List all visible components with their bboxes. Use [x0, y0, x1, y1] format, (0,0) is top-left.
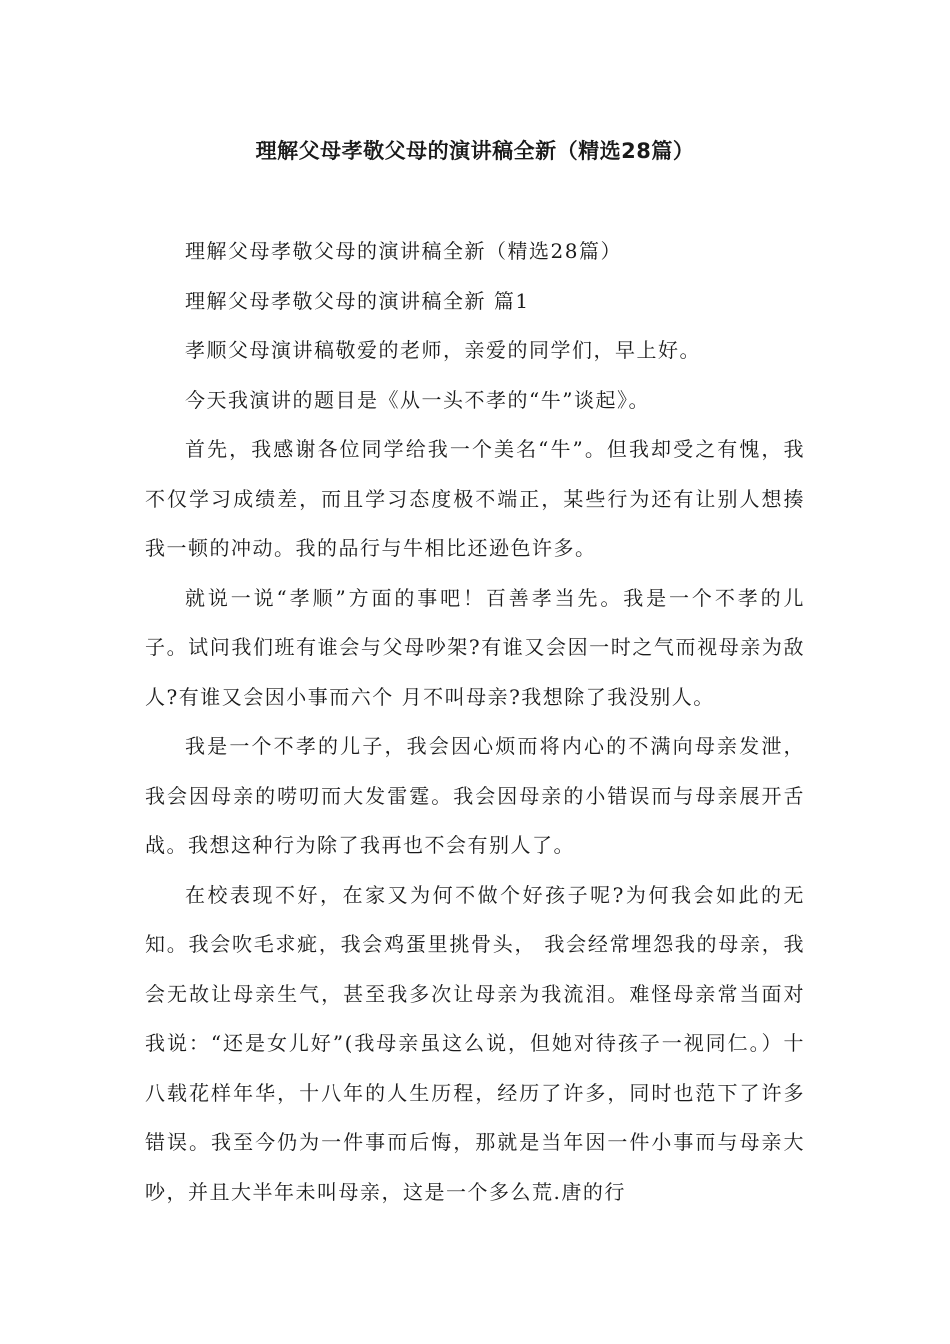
paragraph: 首先，我感谢各位同学给我一个美名“牛”。但我却受之有愧，我不仅学习成绩差，而且学习态度极不端正，某些行为还有让别人想揍我一顿的冲动。我的品行与牛相比还逊色许多。	[145, 437, 805, 560]
paragraph: 理解父母孝敬父母的演讲稿全新（精选28篇）	[185, 239, 622, 263]
document-body	[145, 227, 805, 1217]
paragraph: 理解父母孝敬父母的演讲稿全新 篇1	[185, 288, 530, 313]
paragraph: 就说一说“孝顺”方面的事吧！百善孝当先。我是一个不孝的儿子。试问我们班有谁会与父母吵架?有谁又会因一时之气而视母亲为敌人?有谁又会因小事而六个 月不叫母亲?我想除了我没别人。	[145, 585, 805, 709]
paragraph: 在校表现不好，在家又为何不做个好孩子呢?为何我会如此的无知。我会吹毛求疵，我会鸡蛋里挑骨头， 我会经常埋怨我的母亲，我会无故让母亲生气，甚至我多次让母亲为我流泪。难怪母亲常当面对我说：“还是女儿好”(我母亲虽这么说，但她对待孩子一视同仁。）十八载花样年华，十八年的人生历程，经历了许多，同时也范下了许多错误。我至今仍为一件事而后悔，那就是当年因一件小事而与母亲大吵，并且大半年未叫母亲，这是一个多么荒.唐的行	[145, 882, 805, 1204]
document-title: 理解父母孝敬父母的演讲稿全新（精选28篇）	[255, 139, 695, 163]
paragraph: 今天我演讲的题目是《从一头不孝的“牛”谈起》。	[185, 387, 650, 412]
paragraph: 孝顺父母演讲稿敬爱的老师，亲爱的同学们，早上好。	[185, 338, 701, 362]
paragraph: 我是一个不孝的儿子，我会因心烦而将内心的不满向母亲发泄，我会因母亲的唠叨而大发雷霆。我会因母亲的小错误而与母亲展开舌战。我想这种行为除了我再也不会有别人了。	[145, 734, 805, 857]
